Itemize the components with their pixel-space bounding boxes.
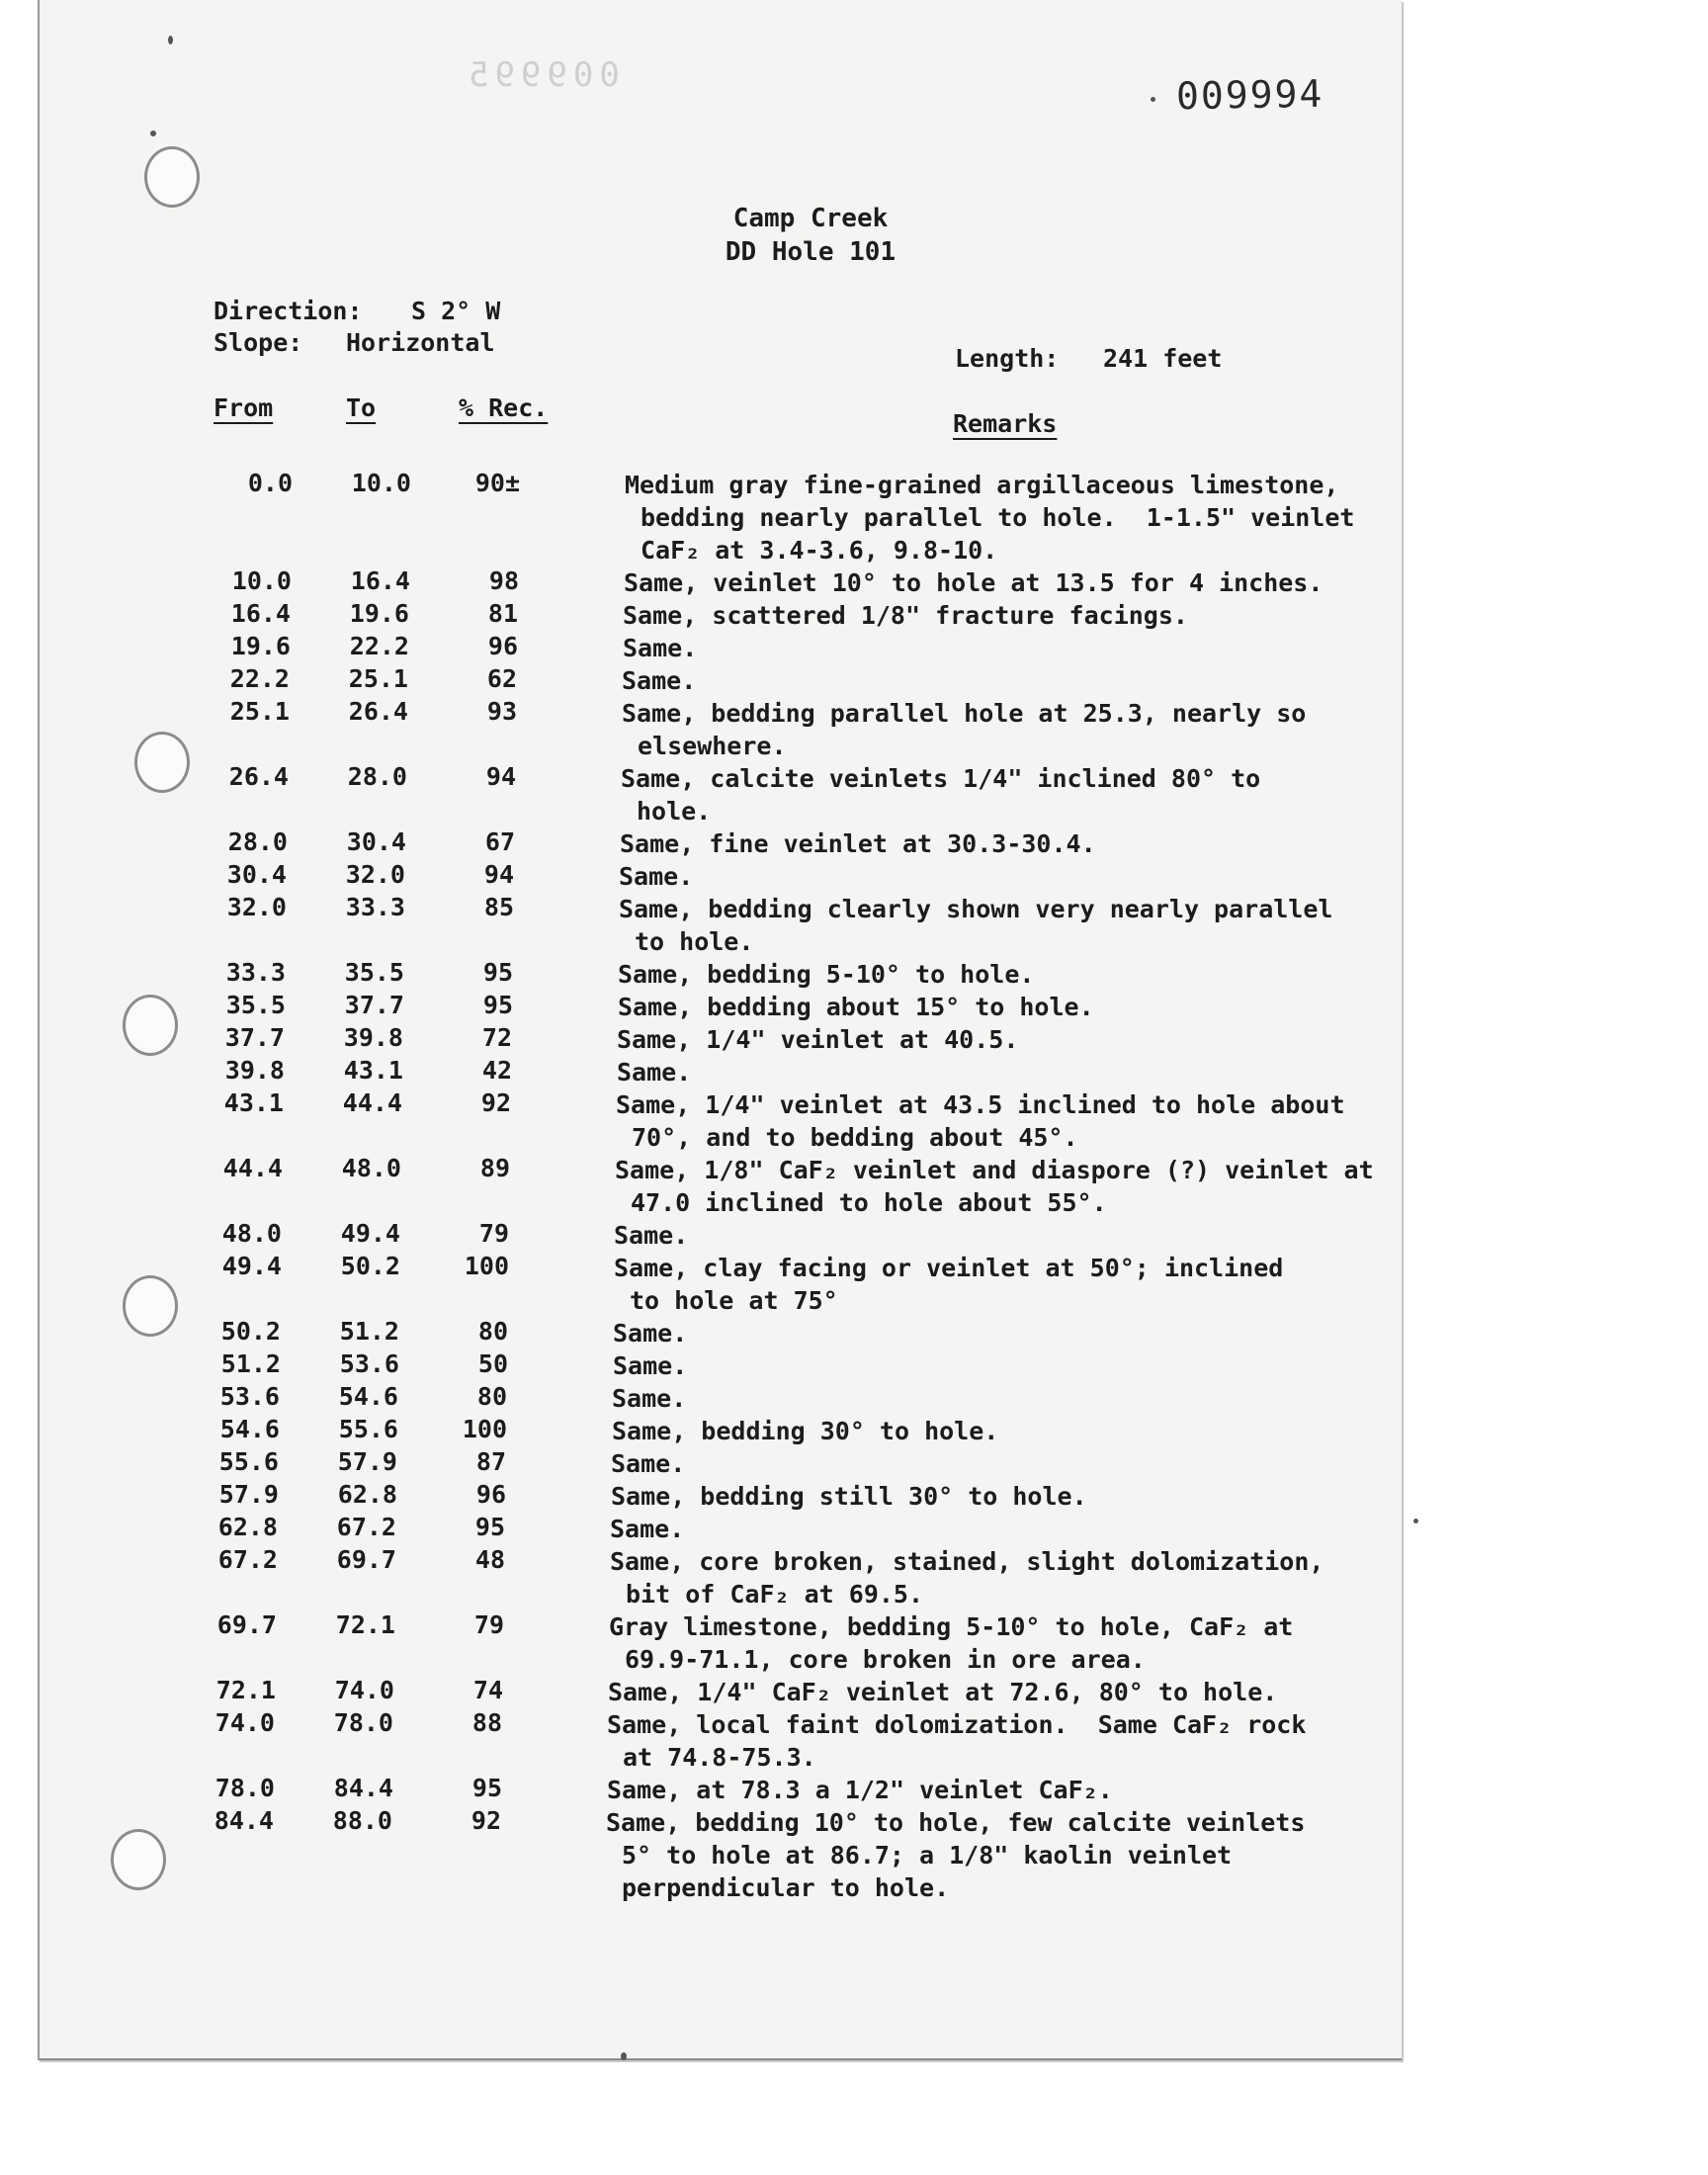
from-depth: 35.5 — [225, 991, 286, 1019]
table-row — [0, 566, 1443, 600]
from-depth: 32.0 — [226, 893, 287, 921]
remarks-cell — [612, 1382, 1472, 1415]
from-depth: 53.6 — [219, 1382, 280, 1411]
remarks-cell — [610, 1545, 1470, 1610]
remarks-line: Same, 1/4" veinlet at 43.5 inclined to hole about — [616, 1090, 1345, 1119]
percent-recovery: 100 — [462, 1415, 507, 1443]
table-row — [0, 1056, 1443, 1089]
from-depth: 50.2 — [220, 1317, 281, 1346]
table-row — [0, 1708, 1443, 1772]
from-depth: 10.0 — [231, 566, 292, 595]
remarks-line: Same, bedding 10° to hole, few calcite veinlets — [606, 1808, 1306, 1837]
to-depth: 72.1 — [335, 1610, 395, 1639]
remarks-line: Same, bedding still 30° to hole. — [611, 1482, 1087, 1511]
to-depth: 22.2 — [349, 632, 409, 660]
remarks-line: Same, at 78.3 a 1/2" veinlet CaF₂. — [607, 1776, 1113, 1804]
punch-hole — [144, 146, 200, 208]
table-row — [0, 1415, 1443, 1448]
remarks-cell — [607, 1774, 1467, 1806]
remarks-line: 69.9-71.1, core broken in ore area. — [625, 1645, 1146, 1674]
table-row — [0, 1154, 1443, 1217]
to-depth: 69.7 — [336, 1545, 396, 1574]
to-depth: 30.4 — [346, 827, 406, 856]
remarks-line: Same. — [610, 1515, 685, 1543]
percent-recovery: 96 — [475, 1480, 506, 1509]
remarks-line: 70°, and to bedding about 45°. — [632, 1123, 1078, 1152]
table-row — [0, 860, 1443, 894]
from-depth: 44.4 — [222, 1154, 283, 1182]
table-row — [0, 1610, 1443, 1674]
table-row — [0, 827, 1443, 861]
remarks-line: Same, bedding about 15° to hole. — [618, 993, 1094, 1021]
to-depth: 35.5 — [344, 958, 404, 987]
table-row — [0, 697, 1443, 760]
remarks-cell — [618, 958, 1478, 991]
table-row — [0, 893, 1443, 956]
remarks-line: Same, local faint dolomization. Same CaF₂ rock — [607, 1710, 1307, 1739]
to-depth: 57.9 — [337, 1447, 397, 1476]
from-depth: 48.0 — [221, 1219, 282, 1248]
to-depth: 49.4 — [340, 1219, 400, 1248]
remarks-line: Same, bedding clearly shown very nearly parallel — [619, 895, 1333, 923]
from-depth: 39.8 — [224, 1056, 285, 1085]
direction-value: S 2° W — [411, 297, 501, 325]
from-depth: 30.4 — [226, 860, 287, 889]
remarks-cell — [625, 469, 1485, 566]
remarks-line: Same, 1/4" CaF₂ veinlet at 72.6, 80° to hole. — [608, 1678, 1278, 1706]
to-depth: 84.4 — [333, 1774, 393, 1802]
to-depth: 88.0 — [332, 1806, 392, 1835]
remarks-line: Gray limestone, bedding 5-10° to hole, CaF₂ at — [609, 1612, 1294, 1641]
percent-recovery: 80 — [476, 1382, 507, 1411]
to-depth: 32.0 — [345, 860, 405, 889]
to-depth: 50.2 — [340, 1252, 400, 1280]
from-depth: 78.0 — [214, 1774, 275, 1802]
remarks-cell — [620, 827, 1480, 860]
remarks-line: Same, 1/8" CaF₂ veinlet and diaspore (?) veinlet at — [615, 1156, 1374, 1184]
remarks-line: 5° to hole at 86.7; a 1/8" kaolin veinlet — [622, 1841, 1233, 1870]
table-row — [0, 991, 1443, 1024]
from-depth: 51.2 — [220, 1349, 281, 1378]
remarks-cell — [624, 566, 1484, 599]
from-depth: 25.1 — [229, 697, 290, 726]
to-depth: 54.6 — [338, 1382, 398, 1411]
remarks-cell — [619, 893, 1479, 958]
from-depth: 16.4 — [230, 599, 291, 628]
table-row — [0, 1088, 1443, 1152]
scan-speck — [150, 130, 156, 136]
remarks-line: Same. — [613, 1319, 688, 1348]
remarks-cell — [617, 1056, 1477, 1088]
remarks-line: Same. — [623, 634, 698, 662]
from-depth: 72.1 — [215, 1676, 276, 1704]
remarks-line: Same, bedding 5-10° to hole. — [618, 960, 1035, 989]
to-depth: 39.8 — [343, 1023, 403, 1052]
remarks-cell — [613, 1317, 1473, 1349]
remarks-line: Same, bedding parallel hole at 25.3, nearly so — [622, 699, 1307, 728]
remarks-line: Same, fine veinlet at 30.3-30.4. — [620, 829, 1096, 858]
remarks-line: Same, veinlet 10° to hole at 13.5 for 4 inches. — [624, 568, 1324, 597]
from-depth: 54.6 — [219, 1415, 280, 1443]
remarks-line: bit of CaF₂ at 69.5. — [626, 1580, 924, 1609]
remarks-line: Same, core broken, stained, slight dolomization, — [610, 1547, 1324, 1576]
remarks-line: bedding nearly parallel to hole. 1-1.5" veinlet — [640, 503, 1355, 532]
from-depth: 22.2 — [229, 664, 290, 693]
remarks-line: elsewhere. — [638, 732, 787, 760]
scan-margin — [0, 2064, 1708, 2175]
table-row — [0, 1252, 1443, 1315]
column-header-rec: % Rec. — [459, 393, 549, 422]
table-row — [0, 1676, 1443, 1709]
percent-recovery: 92 — [480, 1088, 511, 1117]
percent-recovery: 98 — [488, 566, 519, 595]
remarks-line: to hole. — [635, 927, 754, 956]
remarks-cell — [614, 1219, 1474, 1252]
remarks-line: Same. — [614, 1221, 689, 1250]
remarks-cell — [607, 1708, 1467, 1774]
remarks-line: perpendicular to hole. — [622, 1873, 950, 1902]
percent-recovery: 94 — [485, 762, 516, 791]
remarks-line: Same. — [611, 1449, 686, 1478]
remarks-cell — [613, 1349, 1473, 1382]
percent-recovery: 67 — [484, 827, 515, 856]
remarks-line: Medium gray fine-grained argillaceous limestone, — [625, 471, 1339, 499]
column-header-remarks: Remarks — [953, 409, 1058, 438]
from-depth: 19.6 — [230, 632, 291, 660]
from-depth: 55.6 — [218, 1447, 279, 1476]
table-row — [0, 1806, 1443, 1902]
table-row — [0, 1774, 1443, 1807]
length-value: 241 feet — [1103, 344, 1223, 373]
remarks-cell — [616, 1088, 1476, 1154]
table-row — [0, 469, 1443, 565]
percent-recovery: 74 — [472, 1676, 503, 1704]
table-row — [0, 762, 1443, 826]
to-depth: 33.3 — [345, 893, 405, 921]
from-depth: 62.8 — [217, 1513, 278, 1541]
remarks-cell — [621, 762, 1481, 827]
from-depth: 37.7 — [224, 1023, 285, 1052]
slope-label: Slope: — [214, 328, 303, 357]
from-depth: 26.4 — [228, 762, 289, 791]
from-depth: 28.0 — [227, 827, 288, 856]
table-row — [0, 1447, 1443, 1481]
to-depth: 51.2 — [339, 1317, 399, 1346]
to-depth: 62.8 — [337, 1480, 397, 1509]
percent-recovery: 88 — [471, 1708, 502, 1737]
percent-recovery: 50 — [477, 1349, 508, 1378]
table-row — [0, 1513, 1443, 1546]
to-depth: 67.2 — [336, 1513, 396, 1541]
to-depth: 43.1 — [343, 1056, 403, 1085]
percent-recovery: 96 — [487, 632, 518, 660]
table-row — [0, 958, 1443, 992]
remarks-cell — [623, 599, 1483, 632]
remarks-cell — [617, 1023, 1477, 1056]
to-depth: 74.0 — [334, 1676, 394, 1704]
to-depth: 44.4 — [342, 1088, 402, 1117]
percent-recovery: 94 — [483, 860, 514, 889]
from-depth: 67.2 — [217, 1545, 278, 1574]
remarks-line: Same. — [613, 1351, 688, 1380]
percent-recovery: 62 — [486, 664, 517, 693]
to-depth: 28.0 — [347, 762, 407, 791]
document-stamp-number: 009994 — [1175, 71, 1324, 119]
slope-value: Horizontal — [346, 328, 495, 357]
percent-recovery: 93 — [486, 697, 517, 726]
remarks-line: Same. — [622, 666, 697, 695]
to-depth: 10.0 — [351, 469, 411, 497]
remarks-cell — [608, 1676, 1468, 1708]
remarks-cell — [615, 1154, 1475, 1219]
column-header-from: From — [214, 393, 274, 422]
remarks-line: at 74.8-75.3. — [623, 1743, 816, 1772]
remarks-line: Same, calcite veinlets 1/4" inclined 80° to — [621, 764, 1261, 793]
percent-recovery: 95 — [482, 958, 513, 987]
remarks-cell — [612, 1415, 1472, 1447]
scan-speck — [1151, 97, 1155, 102]
to-depth: 37.7 — [344, 991, 404, 1019]
remarks-line: Same. — [612, 1384, 687, 1413]
remarks-line: Same, scattered 1/8" fracture facings. — [623, 601, 1188, 630]
table-row — [0, 632, 1443, 665]
column-header-to: To — [346, 393, 377, 422]
table-row — [0, 599, 1443, 633]
remarks-line: Same, clay facing or veinlet at 50°; inclined — [614, 1254, 1284, 1282]
remarks-line: Same. — [619, 862, 694, 891]
remarks-line: hole. — [637, 797, 712, 826]
remarks-cell — [618, 991, 1478, 1023]
to-depth: 16.4 — [350, 566, 410, 595]
remarks-cell — [619, 860, 1479, 893]
from-depth: 0.0 — [247, 469, 293, 497]
document-title: Camp Creek — [732, 204, 889, 233]
remarks-cell — [611, 1447, 1471, 1480]
table-row — [0, 1349, 1443, 1383]
table-row — [0, 1382, 1443, 1416]
percent-recovery: 92 — [470, 1806, 501, 1835]
document-subtitle: DD Hole 101 — [725, 237, 897, 267]
remarks-cell — [622, 697, 1482, 762]
percent-recovery: 89 — [479, 1154, 510, 1182]
table-row — [0, 664, 1443, 698]
from-depth: 74.0 — [214, 1708, 275, 1737]
remarks-line: Same. — [617, 1058, 692, 1087]
percent-recovery: 80 — [477, 1317, 508, 1346]
remarks-cell — [611, 1480, 1471, 1513]
remarks-cell — [614, 1252, 1474, 1317]
remarks-cell — [610, 1513, 1470, 1545]
percent-recovery: 42 — [481, 1056, 512, 1085]
to-depth: 53.6 — [339, 1349, 399, 1378]
to-depth: 25.1 — [348, 664, 408, 693]
percent-recovery: 79 — [478, 1219, 509, 1248]
scan-speck — [168, 36, 173, 44]
bleed-through-number: 009995 — [463, 55, 620, 95]
remarks-cell — [606, 1806, 1466, 1904]
table-row — [0, 1023, 1443, 1057]
table-row — [0, 1480, 1443, 1514]
from-depth: 49.4 — [221, 1252, 282, 1280]
remarks-line: CaF₂ at 3.4-3.6, 9.8-10. — [640, 536, 998, 565]
scan-speck — [621, 2052, 627, 2060]
percent-recovery: 48 — [474, 1545, 505, 1574]
percent-recovery: 72 — [481, 1023, 512, 1052]
from-depth: 84.4 — [214, 1806, 274, 1835]
remarks-line: Same, bedding 30° to hole. — [612, 1417, 999, 1445]
remarks-line: 47.0 inclined to hole about 55°. — [631, 1188, 1107, 1217]
remarks-cell — [622, 664, 1482, 697]
from-depth: 43.1 — [223, 1088, 284, 1117]
table-row — [0, 1317, 1443, 1350]
from-depth: 69.7 — [216, 1610, 277, 1639]
remarks-cell — [623, 632, 1483, 664]
percent-recovery: 81 — [487, 599, 518, 628]
remarks-cell — [609, 1610, 1469, 1676]
remarks-line: Same, 1/4" veinlet at 40.5. — [617, 1025, 1019, 1054]
table-row — [0, 1219, 1443, 1253]
percent-recovery: 85 — [483, 893, 514, 921]
remarks-line: to hole at 75° — [630, 1286, 838, 1315]
to-depth: 78.0 — [333, 1708, 393, 1737]
percent-recovery: 95 — [482, 991, 513, 1019]
percent-recovery: 79 — [473, 1610, 504, 1639]
table-row — [0, 1545, 1443, 1609]
to-depth: 26.4 — [348, 697, 408, 726]
percent-recovery: 90± — [474, 469, 520, 497]
percent-recovery: 95 — [474, 1513, 505, 1541]
percent-recovery: 87 — [475, 1447, 506, 1476]
to-depth: 19.6 — [349, 599, 409, 628]
percent-recovery: 100 — [464, 1252, 509, 1280]
percent-recovery: 95 — [471, 1774, 502, 1802]
length-label: Length: — [955, 344, 1060, 373]
from-depth: 33.3 — [225, 958, 286, 987]
to-depth: 48.0 — [341, 1154, 401, 1182]
from-depth: 57.9 — [218, 1480, 279, 1509]
direction-label: Direction: — [214, 297, 363, 325]
to-depth: 55.6 — [338, 1415, 398, 1443]
